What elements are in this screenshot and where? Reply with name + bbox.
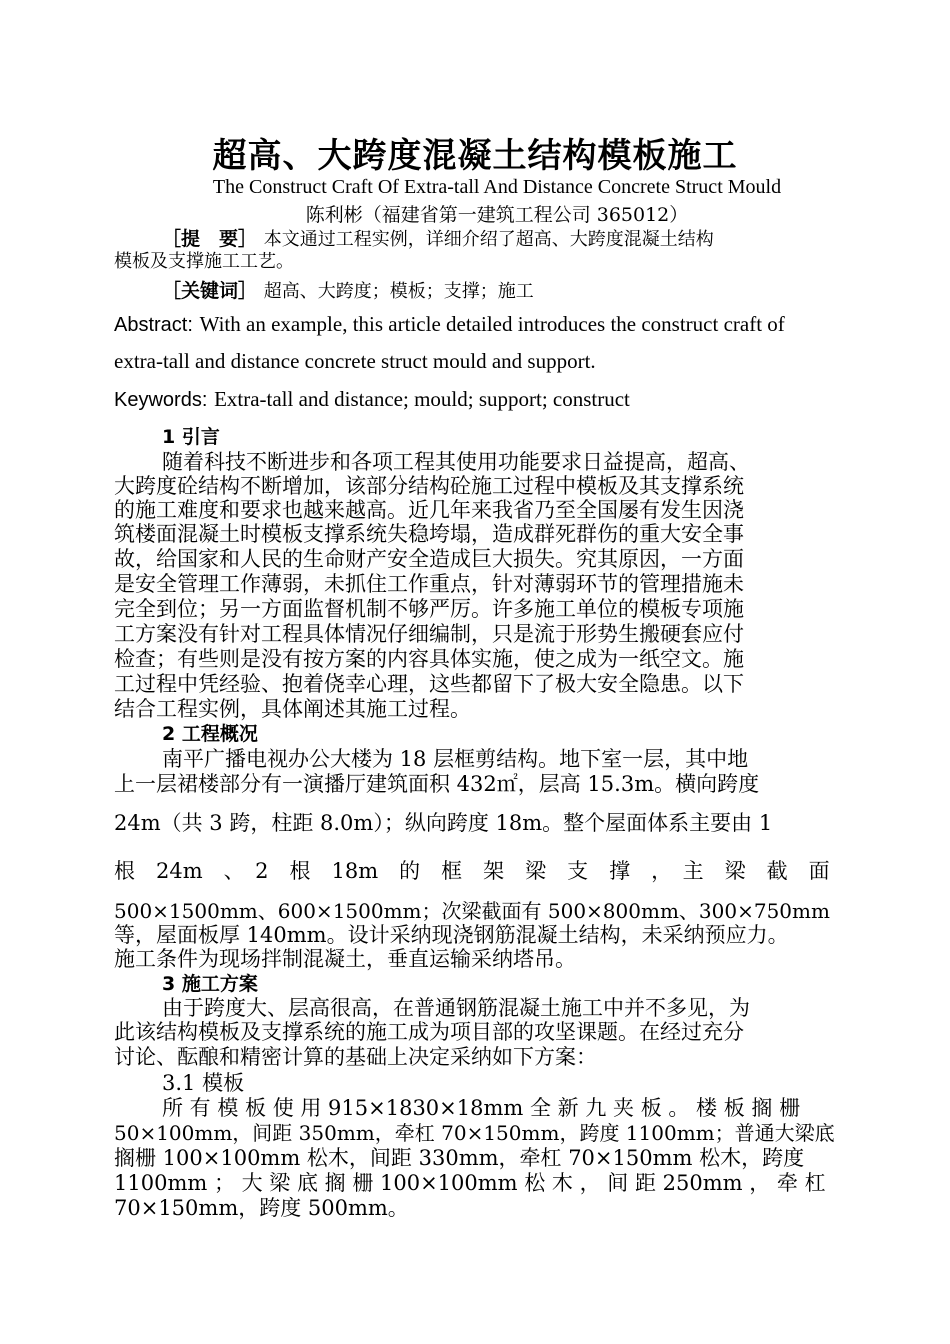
section-3-1-heading: 3.1 模板 [162, 1071, 245, 1095]
section-3-line: 此该结构模板及支撑系统的施工成为项目部的攻坚课题。在经过充分 [114, 1020, 744, 1044]
paper-title: 超高、大跨度混凝土结构模板施工 [212, 136, 738, 176]
keywords-en-text: Extra-tall and distance; mould; support; construct [214, 387, 630, 411]
section-1-line: 检查；有些则是没有按方案的内容具体实施，使之成为一纸空文。施 [114, 647, 744, 671]
section-3-line: 讨论、酝酿和精密计算的基础上决定采纳如下方案： [114, 1045, 597, 1069]
author-affiliation: 陈利彬（福建省第一建筑工程公司 365012） [305, 204, 689, 226]
keywords-en-label: Keywords: [114, 389, 208, 411]
section-2-heading: 2 工程概况 [162, 723, 258, 745]
section-1-line: 工过程中凭经验、抱着侥幸心理，这些都留下了极大安全隐患。以下 [114, 672, 744, 696]
section-2-line: 施工条件为现场拌制混凝土，垂直运输采纳塔吊。 [114, 947, 576, 971]
section-2-line: 等，屋面板厚 140mm。设计采纳现浇钢筋混凝土结构，未采纳预应力。 [114, 923, 789, 947]
section-1-line: 完全到位；另一方面监督机制不够严厉。许多施工单位的模板专项施 [114, 597, 744, 621]
section-3-1-line: 70×150mm，跨度 500mm。 [114, 1196, 409, 1220]
section-1-line: 结合工程实例，具体阐述其施工过程。 [114, 697, 471, 721]
section-3-1-line: 搁栅 100×100mm 松木，间距 330mm，牵杠 70×150mm 松木，跨度 [114, 1146, 805, 1170]
section-1-line: 随着科技不断进步和各项工程其使用功能要求日益提高，超高、 [162, 450, 750, 474]
abstract-text-1: With an example, this article detailed introduces the construct craft of [199, 312, 785, 336]
paper-subtitle-en: The Construct Craft Of Extra-tall And Distance Concrete Struct Mould [212, 176, 782, 198]
section-2-line: 南平广播电视办公大楼为 18 层框剪结构。地下室一层，其中地 [162, 747, 749, 771]
abstract-label: Abstract: [114, 314, 193, 336]
section-2-line: 上一层裙楼部分有一演播厅建筑面积 432㎡，层高 15.3m。横向跨度 [114, 772, 760, 796]
section-1-line: 的施工难度和要求也越来越高。近几年来我省乃至全国屡有发生因浇 [114, 498, 744, 522]
section-3-1-line: 1100mm ； 大 梁 底 搁 栅 100×100mm 松 木 ， 间 距 250mm ， 牵 杠 [114, 1171, 826, 1195]
keywords-cn-label: ［关键词］ [162, 280, 258, 302]
keywords-en-line [114, 387, 838, 412]
summary-label: ［提 要］ [162, 228, 258, 250]
section-3-1-line: 50×100mm，间距 350mm，牵杠 70×150mm，跨度 1100mm；普通大梁底 [114, 1121, 835, 1145]
section-3-heading: 3 施工方案 [162, 973, 258, 995]
keywords-cn-line [162, 278, 886, 304]
section-2-line: 500×1500mm、600×1500mm；次梁截面有 500×800mm、300×750mm [114, 899, 830, 923]
section-3-1-line: 所 有 模 板 使 用 915×1830×18mm 全 新 九 夹 板 。 楼 板 搁 栅 [162, 1096, 801, 1120]
section-1-line: 筑楼面混凝土时模板支撑系统失稳垮塌，造成群死群伤的重大安全事 [114, 522, 744, 546]
section-2-line: 24m（共 3 跨，柱距 8.0m）；纵向跨度 18m。整个屋面体系主要由 1 [114, 811, 773, 835]
summary-line-1 [162, 226, 886, 252]
section-1-heading: 1 引言 [162, 426, 220, 448]
keywords-cn-text: 超高、大跨度；模板；支撑；施工 [263, 281, 534, 302]
section-1-line: 大跨度砼结构不断增加，该部分结构砼施工过程中模板及其支撑系统 [114, 474, 744, 498]
abstract-line-2: extra-tall and distance concrete struct mould and support. [114, 349, 596, 373]
section-2-line: 根 24m 、 2 根 18m 的 框 架 梁 支 撑 ， 主 梁 截 面 [114, 859, 830, 883]
section-1-line: 工方案没有针对工程具体情况仔细编制，只是流于形势生搬硬套应付 [114, 622, 744, 646]
abstract-line-1 [114, 312, 838, 337]
section-1-line: 故，给国家和人民的生命财产安全造成巨大损失。究其原因，一方面 [114, 547, 744, 571]
section-1-line: 是安全管理工作薄弱，未抓住工作重点，针对薄弱环节的管理措施未 [114, 572, 744, 596]
summary-line-2: 模板及支撑施工工艺。 [114, 251, 294, 272]
summary-text-1: 本文通过工程实例，详细介绍了超高、大跨度混凝土结构 [263, 229, 714, 250]
section-3-line: 由于跨度大、层高很高，在普通钢筋混凝土施工中并不多见，为 [162, 996, 750, 1020]
